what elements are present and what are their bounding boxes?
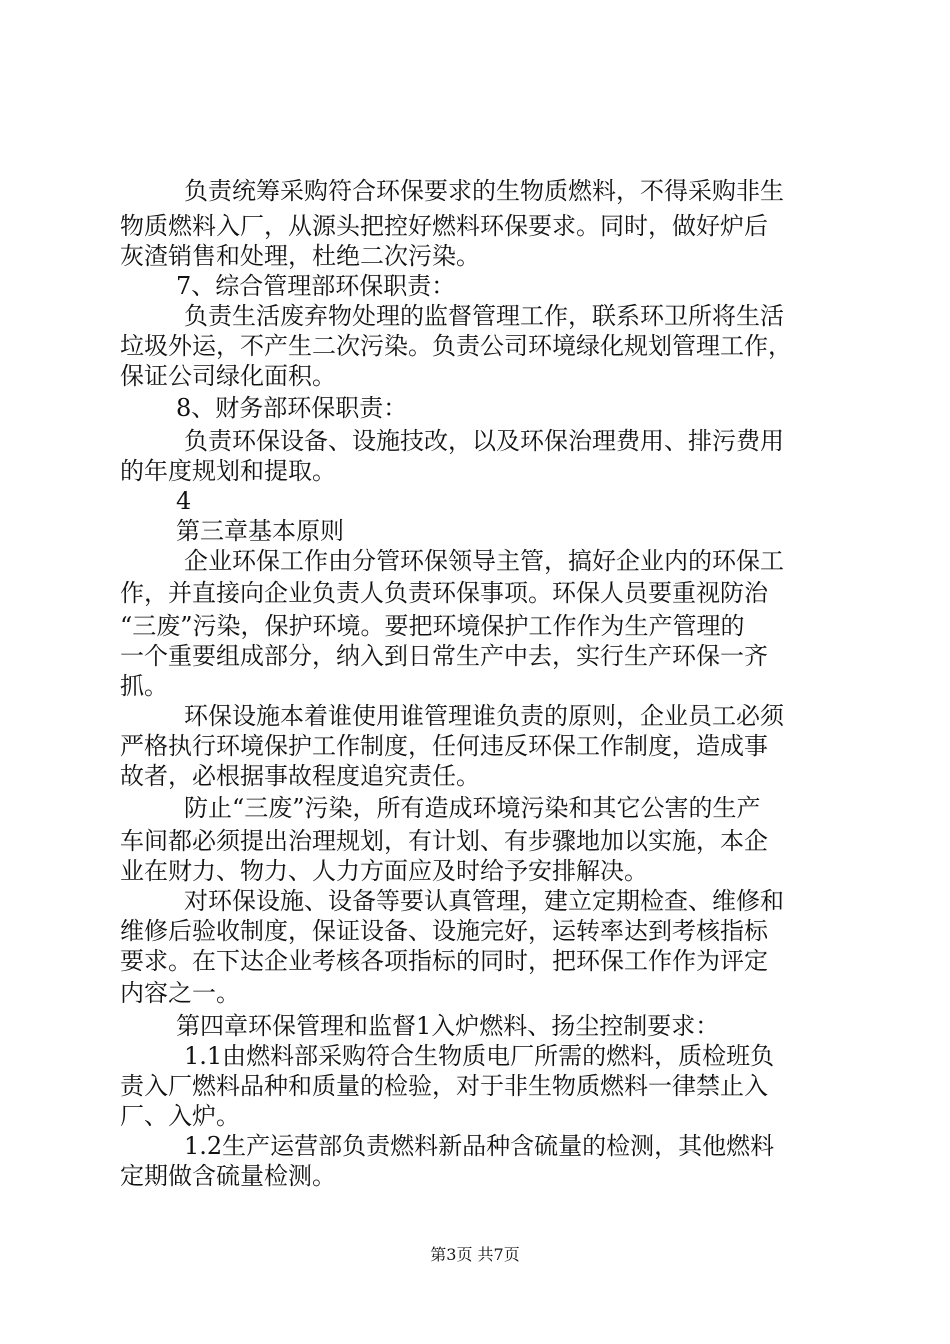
text-line: 垃圾外运，不产生二次污染。负责公司环境绿化规划管理工作， bbox=[120, 332, 792, 360]
text-line: 业在财力、物力、人力方面应及时给予安排解决。 bbox=[120, 857, 648, 885]
text-line: 的年度规划和提取。 bbox=[120, 457, 336, 485]
text-line: 严格执行环境保护工作制度，任何违反环保工作制度，造成事 bbox=[120, 732, 768, 760]
text-line: 抓。 bbox=[120, 672, 168, 700]
text-line: 责入厂燃料品种和质量的检验，对于非生物质燃料一律禁止入 bbox=[120, 1072, 768, 1100]
section-heading: 8、财务部环保职责： bbox=[176, 394, 408, 422]
text-line: 一个重要组成部分，纳入到日常生产中去，实行生产环保一齐 bbox=[120, 642, 768, 670]
page-number-text: 4 bbox=[176, 487, 192, 515]
section-heading: 7、综合管理部环保职责： bbox=[176, 272, 456, 300]
text-line: 负责生活废弃物处理的监督管理工作，联系环卫所将生活 bbox=[184, 302, 784, 330]
text-line: 对环保设施、设备等要认真管理，建立定期检查、维修和 bbox=[184, 887, 784, 915]
text-line: 负责统筹采购符合环保要求的生物质燃料，不得采购非生 bbox=[184, 177, 784, 205]
text-line: 要求。在下达企业考核各项指标的同时，把环保工作作为评定 bbox=[120, 947, 768, 975]
text-line: 作，并直接向企业负责人负责环保事项。环保人员要重视防治 bbox=[120, 579, 768, 607]
text-line: 内容之一。 bbox=[120, 979, 240, 1007]
text-line: 厂、入炉。 bbox=[120, 1102, 240, 1130]
text-line: 保证公司绿化面积。 bbox=[120, 362, 336, 390]
page-footer: 第3页 共7页 bbox=[430, 1245, 520, 1264]
text-line: 灰渣销售和处理，杜绝二次污染。 bbox=[120, 242, 480, 270]
text-line: 维修后验收制度，保证设备、设施完好，运转率达到考核指标 bbox=[120, 917, 768, 945]
text-line: 企业环保工作由分管环保领导主管，搞好企业内的环保工 bbox=[184, 547, 784, 575]
text-line: “三废”污染，保护环境。要把环境保护工作作为生产管理的 bbox=[120, 612, 745, 640]
text-line: 车间都必须提出治理规划，有计划、有步骤地加以实施，本企 bbox=[120, 827, 768, 855]
text-line: 定期做含硫量检测。 bbox=[120, 1162, 336, 1190]
text-line: 故者，必根据事故程度追究责任。 bbox=[120, 762, 480, 790]
text-line: 1.2生产运营部负责燃料新品种含硫量的检测，其他燃料 bbox=[184, 1132, 775, 1160]
text-line: 负责环保设备、设施技改，以及环保治理费用、排污费用 bbox=[184, 427, 784, 455]
chapter-heading: 第三章基本原则 bbox=[176, 517, 344, 545]
text-line: 环保设施本着谁使用谁管理谁负责的原则，企业员工必须 bbox=[184, 702, 784, 730]
text-line: 1.1由燃料部采购符合生物质电厂所需的燃料，质检班负 bbox=[184, 1042, 775, 1070]
text-line: 防止“三废”污染，所有造成环境污染和其它公害的生产 bbox=[184, 794, 761, 822]
text-line: 物质燃料入厂，从源头把控好燃料环保要求。同时，做好炉后 bbox=[120, 212, 768, 240]
chapter-heading: 第四章环保管理和监督1入炉燃料、扬尘控制要求： bbox=[176, 1012, 720, 1040]
